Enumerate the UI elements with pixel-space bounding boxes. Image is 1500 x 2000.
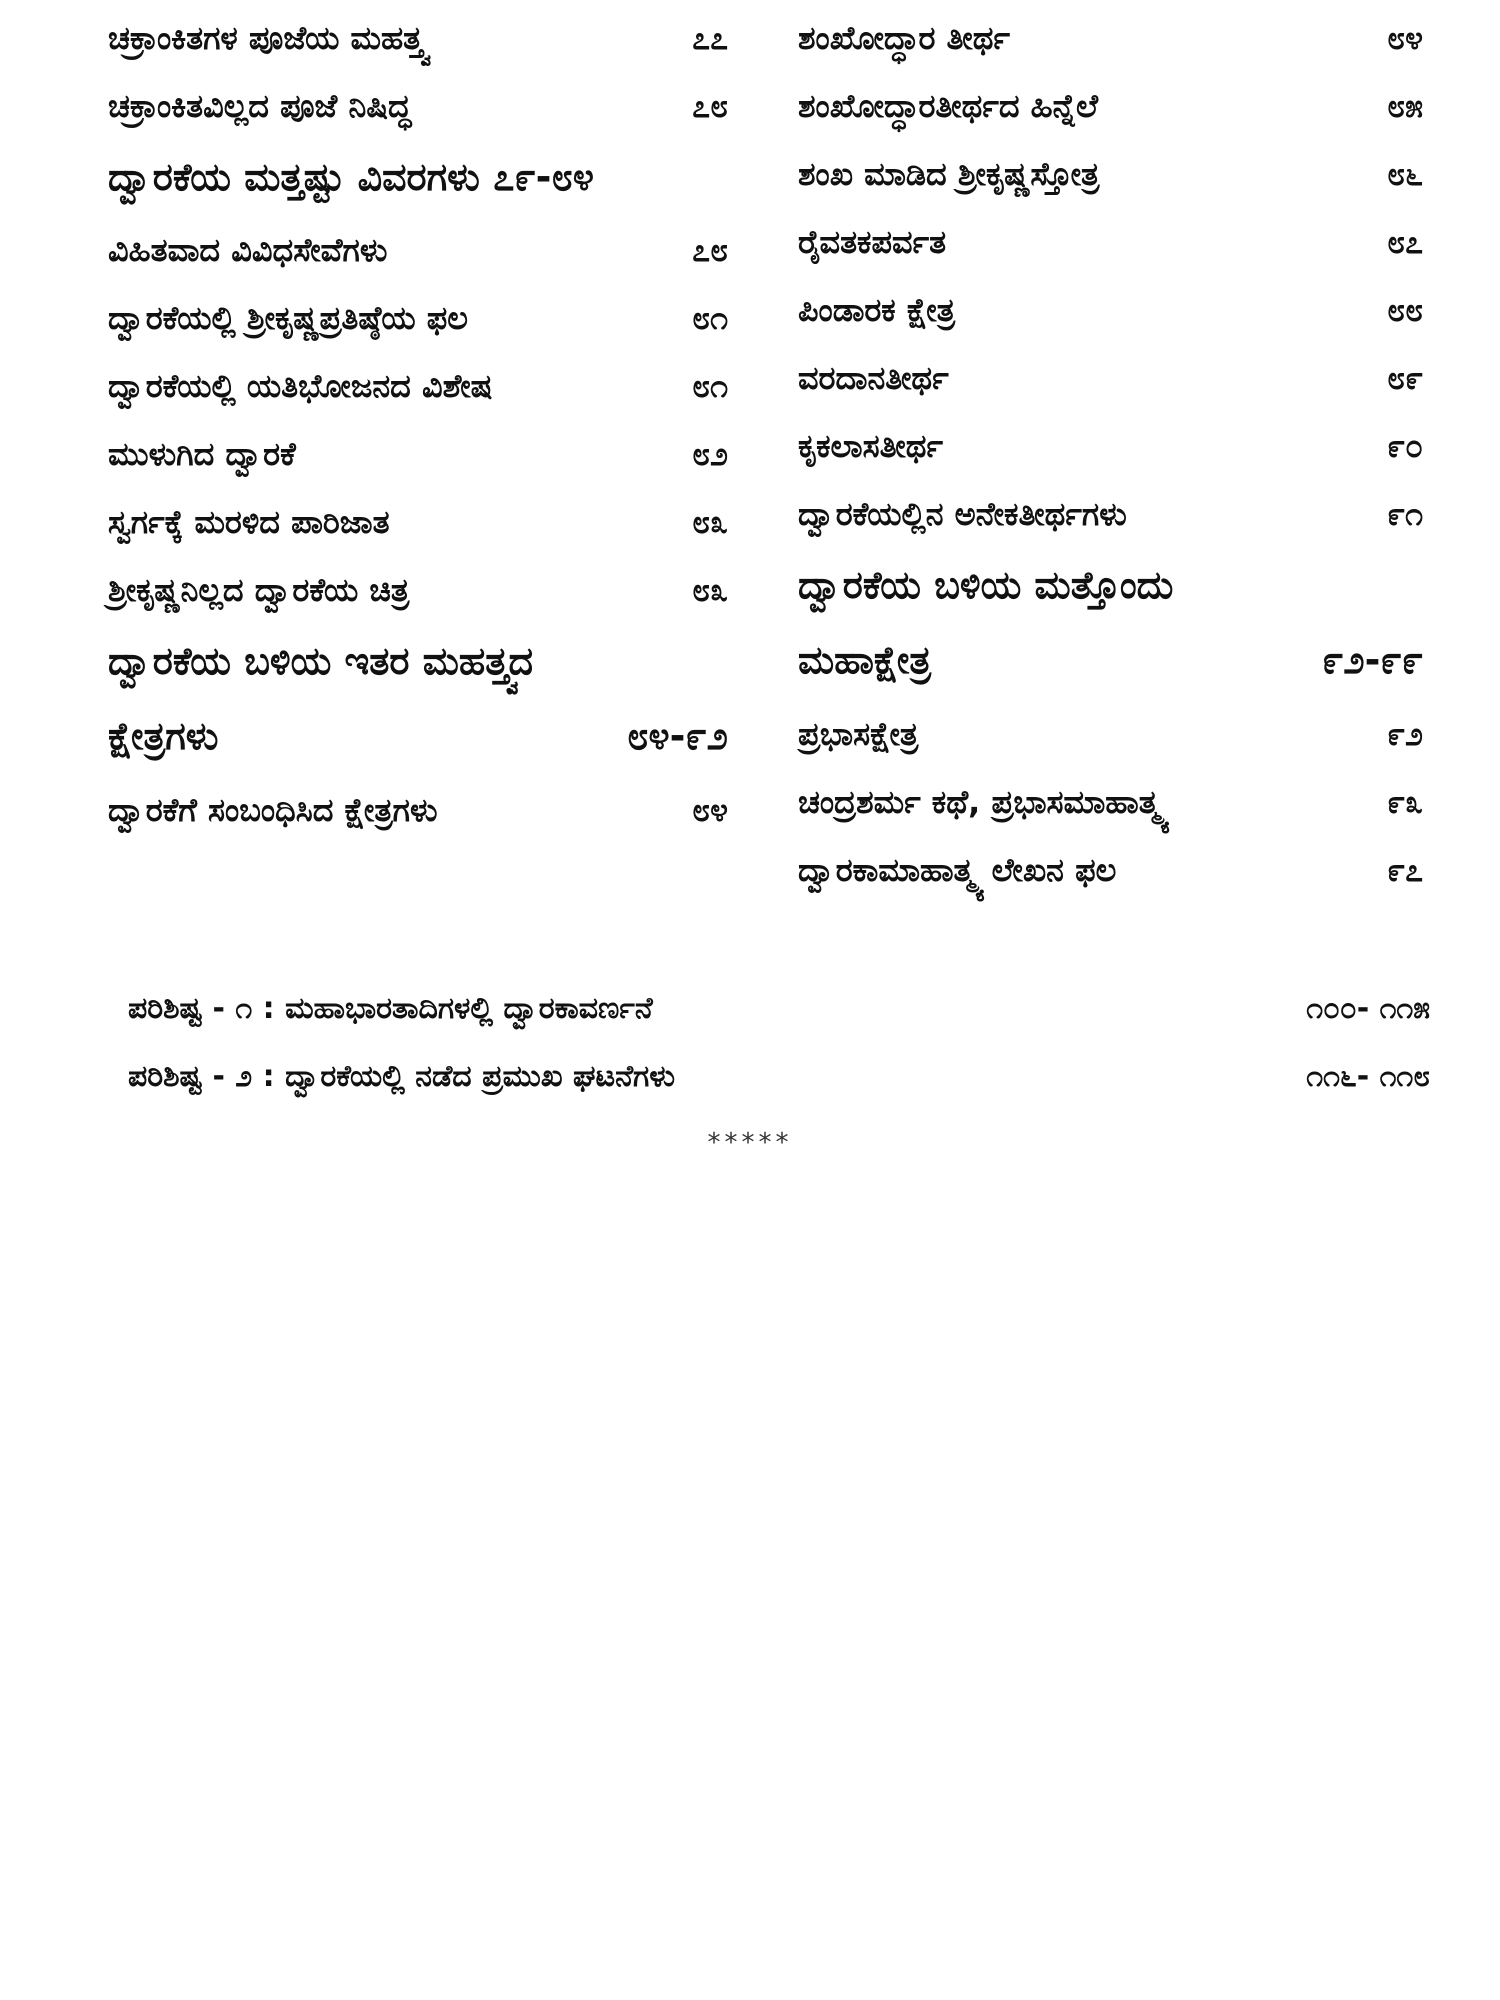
toc-entry-label: ವರದಾನತೀರ್ಥ bbox=[798, 359, 949, 397]
toc-entry-label: ಶಂಖ ಮಾಡಿದ ಶ್ರೀಕೃಷ್ಣಸ್ತೋತ್ರ bbox=[798, 155, 1100, 193]
toc-entry bbox=[108, 230, 728, 298]
toc-entry-label: ಸ್ವರ್ಗಕ್ಕೆ ಮರಳಿದ ಪಾರಿಜಾತ bbox=[108, 503, 390, 541]
section-page-range: ೯೨-೯೯ bbox=[1322, 638, 1423, 682]
toc-entry-label: ದ್ವಾರಕೆಗೆ ಸಂಬಂಧಿಸಿದ ಕ್ಷೇತ್ರಗಳು bbox=[108, 791, 438, 829]
toc-entry bbox=[798, 154, 1423, 222]
toc-entry-page: ೮೪ bbox=[1387, 19, 1423, 57]
section-heading-line2: ಕ್ಷೇತ್ರಗಳು bbox=[108, 714, 219, 758]
toc-entry bbox=[108, 18, 728, 86]
section-heading: ದ್ವಾರಕೆಯ ಬಳಿಯ ಇತರ ಮಹತ್ತ್ವದ bbox=[108, 639, 534, 683]
toc-entry-label: ಶಂಖೋದ್ಧಾರತೀರ್ಥದ ಹಿನ್ನೆಲೆ bbox=[798, 87, 1099, 125]
appendix-list bbox=[128, 990, 1430, 1126]
appendix-entry-label: ಪರಿಶಿಷ್ಟ - ೨ : ದ್ವಾರಕೆಯಲ್ಲಿ ನಡೆದ ಪ್ರಮುಖ ಘಟನೆಗಳು bbox=[128, 1059, 676, 1094]
toc-entry bbox=[798, 850, 1423, 918]
toc-entry-label: ಪಿಂಡಾರಕ ಕ್ಷೇತ್ರ bbox=[798, 291, 955, 329]
toc-entry-label: ಪ್ರಭಾಸಕ್ಷೇತ್ರ bbox=[798, 715, 919, 753]
toc-entry-page: ೮೧ bbox=[692, 299, 728, 337]
toc-entry-label: ಚಕ್ರಾಂಕಿತಗಳ ಪೂಜೆಯ ಮಹತ್ತ್ವ bbox=[108, 19, 428, 57]
end-ornament: ***** bbox=[707, 1128, 793, 1158]
toc-entry bbox=[108, 570, 728, 638]
section-heading: ದ್ವಾರಕೆಯ ಮತ್ತಷ್ಟು ವಿವರಗಳು ೭೯-೮೪ bbox=[108, 155, 595, 199]
toc-entry-page: ೮೫ bbox=[1387, 87, 1423, 125]
toc-entry-page: ೮೭ bbox=[1387, 223, 1423, 261]
toc-entry bbox=[798, 494, 1423, 562]
section-heading-line2: ಮಹಾಕ್ಷೇತ್ರ bbox=[798, 638, 932, 682]
toc-entry bbox=[798, 714, 1423, 782]
toc-entry-page: ೮೪ bbox=[692, 791, 728, 829]
toc-entry bbox=[108, 502, 728, 570]
toc-entry-page: ೯೦ bbox=[1387, 427, 1423, 465]
toc-entry bbox=[108, 434, 728, 502]
toc-entry-label: ಶಂಖೋದ್ಧಾರ ತೀರ್ಥ bbox=[798, 19, 1010, 57]
toc-entry bbox=[108, 298, 728, 366]
toc-entry-label: ದ್ವಾರಕೆಯಲ್ಲಿ ಶ್ರೀಕೃಷ್ಣಪ್ರತಿಷ್ಠೆಯ ಫಲ bbox=[108, 299, 469, 337]
toc-entry-page: ೮೧ bbox=[692, 367, 728, 405]
toc-entry bbox=[108, 86, 728, 154]
toc-entry-label: ಚಕ್ರಾಂಕಿತವಿಲ್ಲದ ಪೂಜೆ ನಿಷಿದ್ಧ bbox=[108, 87, 412, 125]
appendix-entry-pages: ೧೧೬- ೧೧೮ bbox=[1306, 1059, 1430, 1094]
toc-entry bbox=[798, 18, 1423, 86]
toc-entry-label: ಚಂದ್ರಶರ್ಮ ಕಥೆ, ಪ್ರಭಾಸಮಾಹಾತ್ಮ್ಯ bbox=[798, 783, 1166, 821]
toc-entry bbox=[798, 782, 1423, 850]
toc-entry-page: ೯೨ bbox=[1387, 715, 1423, 753]
toc-right-column bbox=[798, 18, 1423, 918]
section-heading: ದ್ವಾರಕೆಯ ಬಳಿಯ ಮತ್ತೊಂದು bbox=[798, 563, 1174, 607]
toc-entry bbox=[798, 358, 1423, 426]
section-page-range: ೮೪-೯೨ bbox=[627, 714, 728, 758]
toc-entry-page: ೮೯ bbox=[1387, 359, 1423, 397]
toc-entry bbox=[798, 290, 1423, 358]
section-heading-row bbox=[108, 714, 728, 790]
toc-entry-page: ೮೬ bbox=[1387, 155, 1423, 193]
appendix-entry bbox=[128, 1058, 1430, 1126]
appendix-entry-pages: ೧೦೦- ೧೧೫ bbox=[1306, 991, 1430, 1026]
toc-entry-label: ಮುಳುಗಿದ ದ್ವಾರಕೆ bbox=[108, 435, 296, 473]
toc-entry-label: ಶ್ರೀಕೃಷ್ಣನಿಲ್ಲದ ದ್ವಾರಕೆಯ ಚಿತ್ರ bbox=[108, 571, 410, 609]
appendix-entry bbox=[128, 990, 1430, 1058]
toc-entry-label: ದ್ವಾರಕಾಮಾಹಾತ್ಮ್ಯ ಲೇಖನ ಫಲ bbox=[798, 851, 1117, 889]
toc-entry-label: ದ್ವಾರಕೆಯಲ್ಲಿ ಯತಿಭೋಜನದ ವಿಶೇಷ bbox=[108, 367, 493, 405]
appendix-entry-label: ಪರಿಶಿಷ್ಟ - ೧ : ಮಹಾಭಾರತಾದಿಗಳಲ್ಲಿ ದ್ವಾರಕಾವರ್ಣನೆ bbox=[128, 991, 653, 1026]
toc-entry-label: ದ್ವಾರಕೆಯಲ್ಲಿನ ಅನೇಕತೀರ್ಥಗಳು bbox=[798, 495, 1127, 533]
toc-entry-page: ೯೩ bbox=[1387, 783, 1423, 821]
toc-entry bbox=[798, 222, 1423, 290]
section-heading-row bbox=[798, 638, 1423, 714]
toc-entry bbox=[798, 426, 1423, 494]
toc-entry-page: ೮೮ bbox=[1387, 291, 1423, 329]
toc-left-column bbox=[108, 18, 728, 858]
toc-entry-page: ೮೩ bbox=[692, 503, 728, 541]
toc-entry-label: ವಿಹಿತವಾದ ವಿವಿಧಸೇವೆಗಳು bbox=[108, 231, 388, 269]
toc-entry bbox=[108, 366, 728, 434]
toc-entry bbox=[108, 790, 728, 858]
toc-entry-page: ೯೧ bbox=[1387, 495, 1423, 533]
toc-entry-page: ೯೭ bbox=[1387, 851, 1423, 889]
toc-entry-page: ೭೮ bbox=[692, 231, 728, 269]
toc-entry-page: ೭೭ bbox=[692, 19, 728, 57]
toc-entry-page: ೭೮ bbox=[692, 87, 728, 125]
toc-entry-page: ೮೨ bbox=[692, 435, 728, 473]
toc-entry bbox=[798, 86, 1423, 154]
toc-entry-label: ಕೃಕಲಾಸತೀರ್ಥ bbox=[798, 427, 943, 465]
toc-entry-label: ರೈವತಕಪರ್ವತ bbox=[798, 223, 947, 261]
toc-entry-page: ೮೩ bbox=[692, 571, 728, 609]
